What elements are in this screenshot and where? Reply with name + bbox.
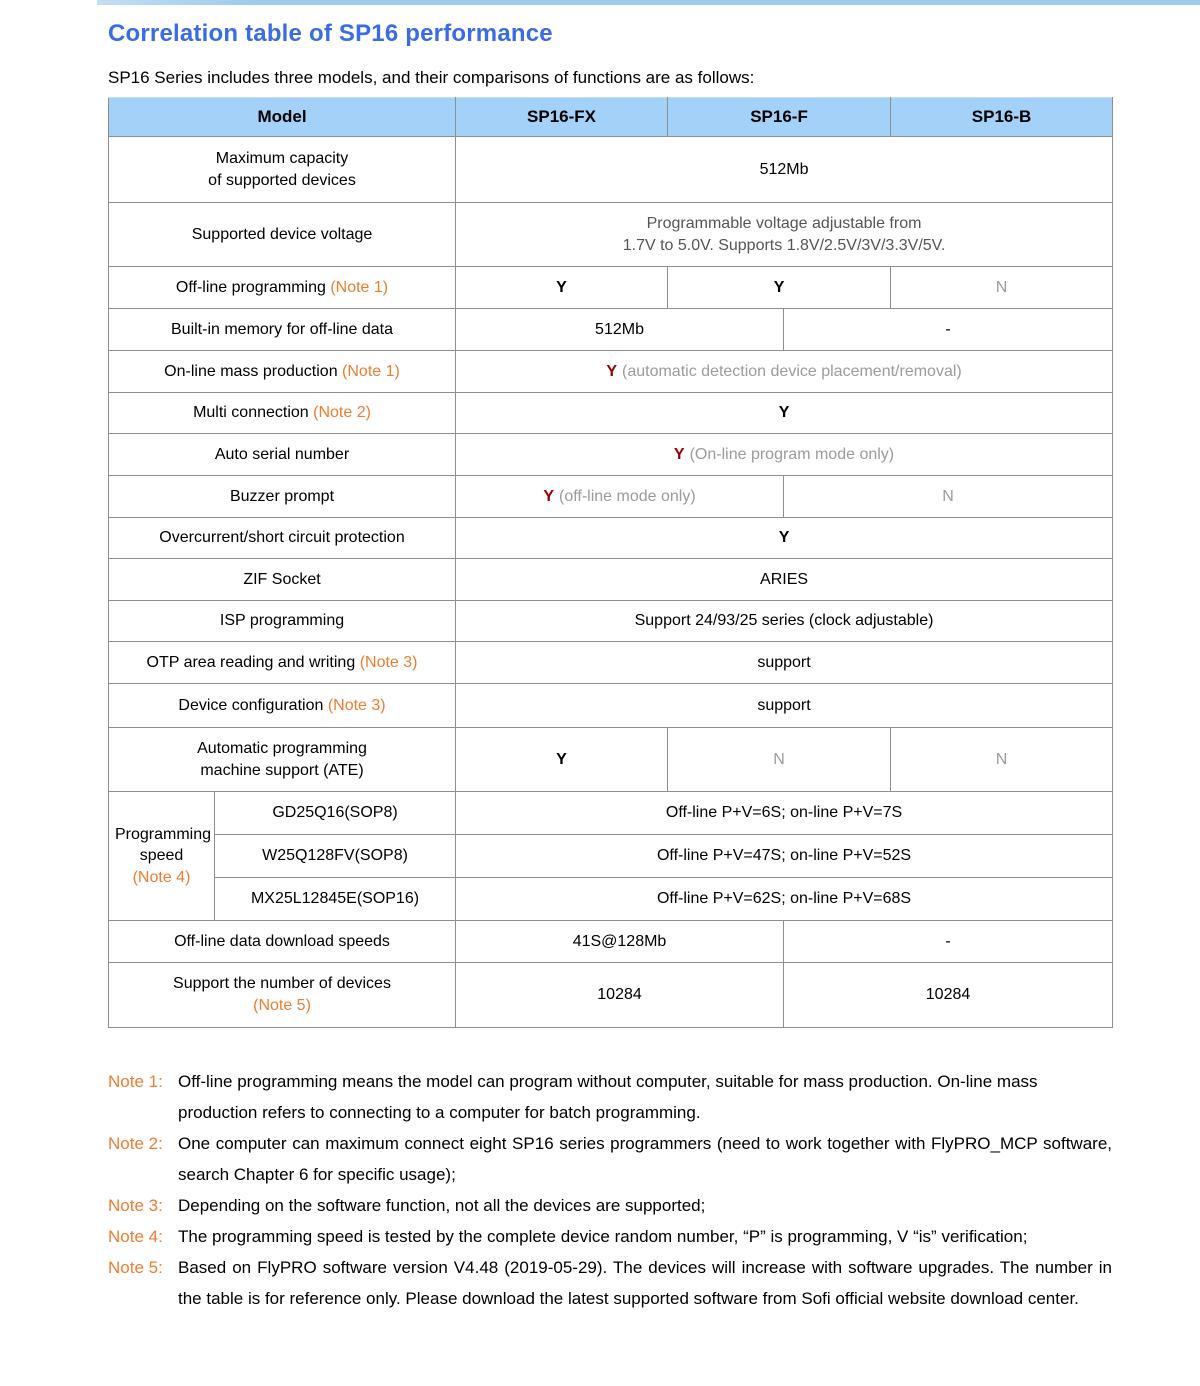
value-line: Programmable voltage adjustable from: [646, 214, 922, 232]
column-header-sp16-f: SP16-F: [668, 98, 891, 137]
label-line: machine support (ATE): [200, 761, 364, 779]
value-otp-area: support: [456, 642, 1113, 684]
row-multi-connection: [109, 393, 1113, 434]
label-voltage: Supported device voltage: [109, 203, 456, 267]
table-header-row: [109, 98, 1113, 137]
label-builtin-memory: Built-in memory for off-line data: [109, 309, 456, 351]
note-2-text: One computer can maximum connect eight SP16 series programmers (need to work together with FlyPRO_MCP software, search Chapter 6 for specific usage);: [178, 1134, 1112, 1184]
value-device-count-right: 10284: [784, 963, 1113, 1028]
row-ate-support: [109, 728, 1113, 792]
value-online-mass-production: [456, 351, 1113, 393]
label-programming-speed-group: [109, 792, 215, 921]
sp16-comparison-table: [108, 97, 1113, 1028]
column-header-sp16-b: SP16-B: [891, 98, 1113, 137]
label-line: Automatic programming: [197, 739, 367, 757]
note-2-label: Note 2:: [108, 1134, 163, 1153]
note-ref: (Note 3): [327, 696, 386, 714]
label-line: Programming: [115, 825, 212, 843]
row-device-configuration: [109, 684, 1113, 728]
label-line: speed: [139, 847, 184, 865]
note-1-label: Note 1:: [108, 1072, 163, 1091]
value-ate-fx: Y: [456, 728, 668, 792]
row-programming-speed-3: [109, 878, 1113, 921]
row-zif-socket: [109, 559, 1113, 601]
label-max-capacity: [109, 137, 456, 203]
value-download-speeds-right: -: [784, 921, 1113, 963]
yes-flag: Y: [543, 487, 555, 505]
value-line: 1.7V to 5.0V. Supports 1.8V/2.5V/3V/3.3V/5V.: [622, 236, 946, 254]
note-2: [108, 1128, 1112, 1190]
label-text: Multi connection: [193, 404, 309, 422]
intro-text: SP16 Series includes three models, and their comparisons of functions are as follows:: [108, 68, 755, 87]
value-buzzer-prompt-right: N: [784, 476, 1113, 518]
label-speed-chip-2: W25Q128FV(SOP8): [215, 835, 456, 878]
label-device-configuration: [109, 684, 456, 728]
note-ref: (Note 1): [342, 362, 400, 380]
value-auto-serial-number: [456, 434, 1113, 476]
value-overcurrent-protection: Y: [456, 518, 1113, 559]
value-builtin-memory-left: 512Mb: [456, 309, 784, 351]
note-1-text: Off-line programming means the model can program without computer, suitable for mass production. On-line mass production refers to connecting to a computer for batch programming.: [178, 1072, 1038, 1122]
value-isp-programming: Support 24/93/25 series (clock adjustable): [456, 601, 1113, 642]
label-offline-programming: [109, 267, 456, 309]
label-download-speeds: Off-line data download speeds: [109, 921, 456, 963]
value-device-count-left: 10284: [456, 963, 784, 1028]
label-line: of supported devices: [208, 171, 356, 189]
yes-flag: Y: [606, 362, 617, 380]
label-buzzer-prompt: Buzzer prompt: [109, 476, 456, 518]
note-4-label: Note 4:: [108, 1227, 163, 1246]
column-header-model: Model: [109, 98, 456, 137]
value-detail: (On-line program mode only): [689, 445, 895, 463]
row-isp-programming: [109, 601, 1113, 642]
note-5-text: Based on FlyPRO software version V4.48 (2019-05-29). The devices will increase with software upgrades. The number in the table is for reference only. Please download the latest supported software from Sofi official website download center.: [178, 1258, 1112, 1308]
note-5-label: Note 5:: [108, 1258, 163, 1277]
value-offline-programming-f: Y: [668, 267, 891, 309]
row-device-count: [109, 963, 1113, 1028]
value-builtin-memory-right: -: [784, 309, 1113, 351]
note-5: [108, 1252, 1112, 1314]
row-download-speeds: [109, 921, 1113, 963]
label-line: Support the number of devices: [173, 975, 391, 993]
value-speed-chip-3: Off-line P+V=62S; on-line P+V=68S: [456, 878, 1113, 921]
value-buzzer-prompt-left: [456, 476, 784, 518]
value-max-capacity: 512Mb: [456, 137, 1113, 203]
value-multi-connection: Y: [456, 393, 1113, 434]
row-voltage: [109, 203, 1113, 267]
page-top-accent-bar: [97, 0, 1200, 5]
note-3-text: Depending on the software function, not all the devices are supported;: [178, 1196, 706, 1215]
value-device-configuration: support: [456, 684, 1113, 728]
label-speed-chip-1: GD25Q16(SOP8): [215, 792, 456, 835]
value-download-speeds-left: 41S@128Mb: [456, 921, 784, 963]
row-online-mass-production: [109, 351, 1113, 393]
label-online-mass-production: [109, 351, 456, 393]
label-ate-support: [109, 728, 456, 792]
label-line: Maximum capacity: [215, 149, 349, 167]
row-overcurrent-protection: [109, 518, 1113, 559]
page-title: Correlation table of SP16 performance: [108, 20, 553, 47]
row-otp-area: [109, 642, 1113, 684]
row-auto-serial-number: [109, 434, 1113, 476]
note-4: [108, 1221, 1112, 1252]
note-3: [108, 1190, 1112, 1221]
value-ate-f: N: [668, 728, 891, 792]
note-ref: (Note 1): [330, 278, 389, 296]
row-max-capacity: [109, 137, 1113, 203]
label-text: Off-line programming: [175, 278, 326, 296]
label-speed-chip-3: MX25L12845E(SOP16): [215, 878, 456, 921]
notes-section: [108, 1066, 1112, 1314]
label-multi-connection: [109, 393, 456, 434]
note-ref: (Note 4): [132, 868, 191, 886]
note-4-text: The programming speed is tested by the complete device random number, “P” is programming, V “is” verification;: [178, 1227, 1028, 1246]
label-text: OTP area reading and writing: [146, 653, 356, 671]
label-device-count: [109, 963, 456, 1028]
row-offline-programming: [109, 267, 1113, 309]
value-ate-b: N: [891, 728, 1113, 792]
yes-flag: Y: [673, 445, 685, 463]
label-otp-area: [109, 642, 456, 684]
row-programming-speed-1: [109, 792, 1113, 835]
label-zif-socket: ZIF Socket: [109, 559, 456, 601]
row-buzzer-prompt: [109, 476, 1113, 518]
note-1: [108, 1066, 1112, 1128]
value-offline-programming-fx: Y: [456, 267, 668, 309]
note-3-label: Note 3:: [108, 1196, 163, 1215]
value-speed-chip-2: Off-line P+V=47S; on-line P+V=52S: [456, 835, 1113, 878]
label-auto-serial-number: Auto serial number: [109, 434, 456, 476]
label-overcurrent-protection: Overcurrent/short circuit protection: [109, 518, 456, 559]
row-builtin-memory: [109, 309, 1113, 351]
value-speed-chip-1: Off-line P+V=6S; on-line P+V=7S: [456, 792, 1113, 835]
value-voltage: [456, 203, 1113, 267]
column-header-sp16-fx: SP16-FX: [456, 98, 668, 137]
note-ref: (Note 2): [313, 404, 371, 422]
label-text: On-line mass production: [164, 362, 338, 380]
value-detail: (off-line mode only): [559, 487, 696, 505]
value-detail: (automatic detection device placement/removal): [622, 362, 962, 380]
value-offline-programming-b: N: [891, 267, 1113, 309]
row-programming-speed-2: [109, 835, 1113, 878]
label-text: Device configuration: [178, 696, 324, 714]
label-isp-programming: ISP programming: [109, 601, 456, 642]
note-ref: (Note 5): [253, 997, 311, 1014]
note-ref: (Note 3): [359, 653, 418, 671]
value-zif-socket: ARIES: [456, 559, 1113, 601]
